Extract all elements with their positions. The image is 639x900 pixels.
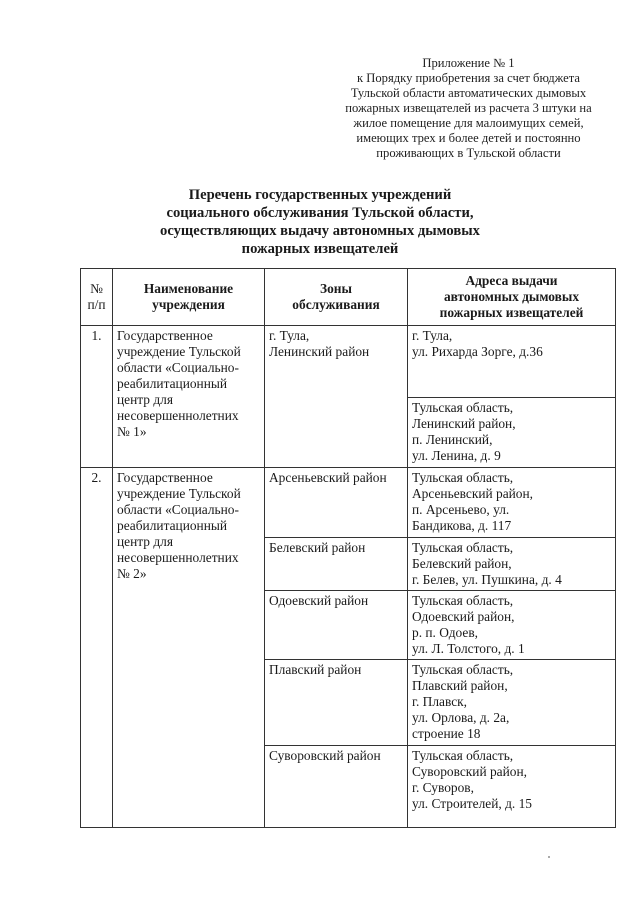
row-number: 2. xyxy=(81,468,113,828)
title-line: пожарных извещателей xyxy=(241,241,399,257)
header-number: № п/п xyxy=(81,269,113,326)
institutions-table xyxy=(80,268,616,828)
table-header-row xyxy=(81,269,616,326)
appendix-line: имеющих трех и более детей и постоянно xyxy=(356,131,581,145)
address-cell: Тульская область, Ленинский район, п. Ленинский, ул. Ленина, д. 9 xyxy=(408,398,616,468)
title-line: Перечень государственных учреждений xyxy=(188,187,452,203)
service-zone: Суворовский район xyxy=(265,746,408,828)
appendix-line: Приложение № 1 xyxy=(422,56,515,70)
institution-name: Государственное учреждение Тульской области «Социально- реабилитационный центр для несовершеннолетних № 1» xyxy=(113,326,265,468)
service-zone: Белевский район xyxy=(265,538,408,591)
service-zone: Одоевский район xyxy=(265,591,408,660)
appendix-line: жилое помещение для малоимущих семей, xyxy=(353,116,584,130)
service-zone: Арсеньевский район xyxy=(265,468,408,538)
service-zone: г. Тула, Ленинский район xyxy=(265,326,408,468)
appendix-note xyxy=(316,56,621,161)
header-addresses: Адреса выдачи автономных дымовых пожарных извещателей xyxy=(408,269,616,326)
service-zone: Плавский район xyxy=(265,660,408,746)
header-service-zones: Зоны обслуживания xyxy=(265,269,408,326)
institution-name: Государственное учреждение Тульской области «Социально- реабилитационный центр для несовершеннолетних № 2» xyxy=(113,468,265,828)
scan-speck xyxy=(548,856,550,858)
address-cell: г. Тула, ул. Рихарда Зорге, д.36 xyxy=(408,326,616,398)
table-row xyxy=(81,326,616,398)
appendix-line: проживающих в Тульской области xyxy=(376,146,561,160)
address-cell: Тульская область, Арсеньевский район, п. Арсеньево, ул. Бандикова, д. 117 xyxy=(408,468,616,538)
header-institution-name: Наименование учреждения xyxy=(113,269,265,326)
row-number: 1. xyxy=(81,326,113,468)
address-cell: Тульская область, Одоевский район, р. п. Одоев, ул. Л. Толстого, д. 1 xyxy=(408,591,616,660)
appendix-line: к Порядку приобретения за счет бюджета xyxy=(356,71,580,85)
address-cell: Тульская область, Белевский район, г. Белев, ул. Пушкина, д. 4 xyxy=(408,538,616,591)
appendix-line: Тульской области автоматических дымовых xyxy=(350,86,587,100)
document-title xyxy=(130,186,510,258)
table-row xyxy=(81,468,616,538)
address-cell: Тульская область, Суворовский район, г. Суворов, ул. Строителей, д. 15 xyxy=(408,746,616,828)
appendix-line: пожарных извещателей из расчета 3 штуки на xyxy=(345,101,592,115)
title-line: осуществляющих выдачу автономных дымовых xyxy=(160,223,480,239)
address-cell: Тульская область, Плавский район, г. Плавск, ул. Орлова, д. 2а, строение 18 xyxy=(408,660,616,746)
title-line: социального обслуживания Тульской области, xyxy=(166,205,474,221)
